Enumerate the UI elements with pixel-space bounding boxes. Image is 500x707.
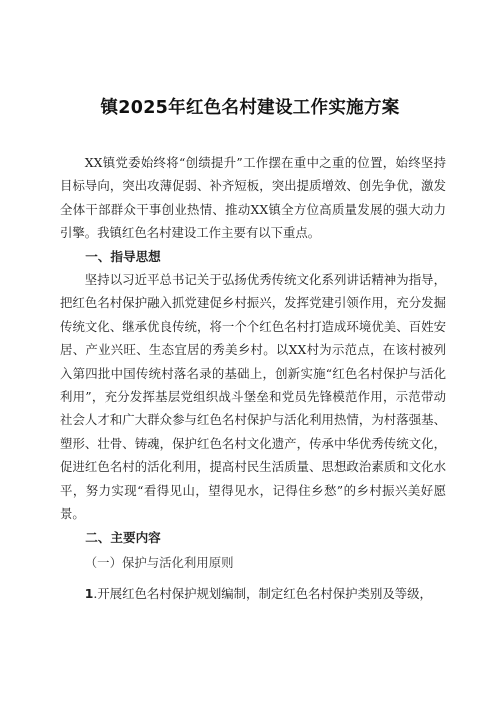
section-heading-main-content: 二、主要内容 <box>85 529 161 545</box>
document-body <box>60 151 446 606</box>
list-item-text: .开展红色名村保护规划编制，制定红色名村保护类别及等级， <box>93 586 432 602</box>
list-item-1 <box>60 582 446 605</box>
subsection-heading-principles: （一）保护与活化利用原则 <box>84 554 234 570</box>
list-item-number: 1 <box>84 586 94 602</box>
guiding-ideology-paragraph: 坚持以习近平总书记关于弘扬优秀传统文化系列讲话精神为指导，把红色名村保护融入抓党建促乡村振兴，发挥党建引领作用，充分发掘传统文化、继承优良传统，将一个个红色名村打造成环境优美、百姓安居、产业兴旺、生态宜居的秀美乡村。以XX村为示范点，在该村被列入第四批中国传统村落名录的基础上，创新实施“红色名村保护与活化利用”，充分发挥基层党组织战斗堡垒和党员先锋模范作用，示范带动社会人才和广大群众参与红色名村保护与活化利用热情，为村落强基、塑形、壮骨、铸魂，保护红色名村文化遗产，传承中华优秀传统文化，促进红色名村的活化利用，提高村民生活质量、思想政治素质和文化水平，努力实现“看得见山，望得见水，记得住乡愁”的乡村振兴美好愿景。 <box>60 272 446 522</box>
section-heading-guiding-ideology: 一、指导思想 <box>85 248 161 264</box>
document-title: 镇2025年红色名村建设工作实施方案 <box>100 98 400 118</box>
intro-paragraph: XX镇党委始终将“创绩提升”工作摆在重中之重的位置，始终坚持目标导向，突出攻薄促弱、补齐短板，突出提质增效、创先争优，激发全体干部群众干事创业热情、推动XX镇全方位高质量发展的强大动力引擎。我镇红色名村建设工作主要有以下重点。 <box>60 155 446 241</box>
